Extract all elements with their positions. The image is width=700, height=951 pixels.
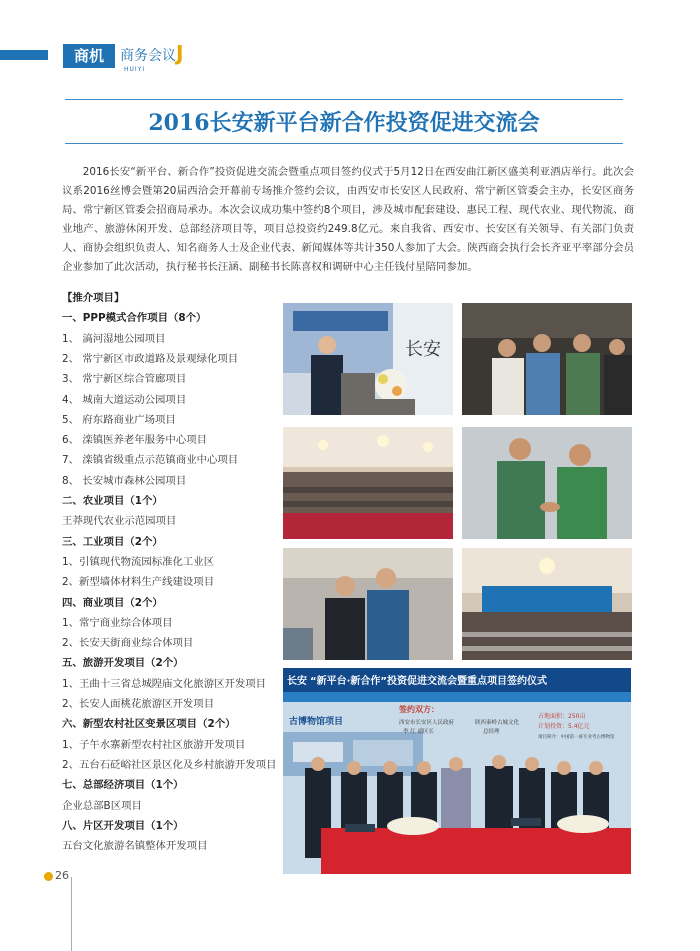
project-list-item: 3、 常宁新区综合管廊项目 — [62, 373, 187, 385]
article-title: 2016长安新平台新合作投资促进交流会 — [148, 110, 540, 136]
project-category-heading: 四、商业项目（2个） — [62, 597, 163, 609]
banner-invest-total: 计划投资：5.4亿元 — [538, 723, 590, 730]
photo-signing-ceremony — [283, 668, 631, 874]
project-category-heading: 七、总部经济项目（1个） — [62, 779, 184, 791]
page-number: 26 — [55, 869, 69, 882]
project-list-item: 企业总部B区项目 — [62, 800, 142, 812]
project-list-item: 1、常宁商业综合体项目 — [62, 617, 173, 629]
project-list-item: 1、引镇现代物流园标准化工业区 — [62, 556, 215, 568]
photo-audience-hall — [283, 427, 453, 539]
project-list-item: 4、 城南大道运动公园项目 — [62, 394, 187, 406]
project-list-item: 2、长安天街商业综合体项目 — [62, 637, 194, 649]
section-pinyin: HUIYI — [124, 66, 146, 73]
banner-party-a: 西安市长安区人民政府 — [399, 720, 455, 726]
banner-left-caption: 古博物馆项目 — [289, 717, 344, 727]
banner-sign-label: 签约双方： — [399, 705, 439, 714]
project-category-heading: 六、新型农村社区变景区项目（2个） — [62, 718, 236, 730]
project-list-item: 王莽现代农业示范园项目 — [62, 515, 177, 527]
section-tag: 商机 — [63, 44, 115, 68]
title-rule-bottom — [65, 143, 623, 144]
project-list-item: 2、五台石砭峪社区景区化及乡村旅游开发项目 — [62, 759, 277, 771]
project-category-heading: 五、旅游开发项目（2个） — [62, 657, 184, 669]
project-category-heading: 一、PPP模式合作项目（8个） — [62, 312, 207, 324]
project-list-item: 5、 府东路商业广场项目 — [62, 414, 176, 426]
article-intro: 2016长安“新平台、新合作”投资促进交流会暨重点项目签约仪式于5月12日在西安曲江新区盛美利亚酒店举行。此次会议系2016丝博会暨第20届西洽会开幕前专场推介签约会议，由西安市长安区人民政府、常宁新区管委会主办，长安区商务局、常宁新区管委会招商局承办。本次会议成功集中签约8个项目，涉及城市配套建设、惠民工程、现代农业、现代物流、商业地产、旅游休闲开发、总部经济项目等，项目总投资约249.8亿元。来自我省、西安市、长安区有关领导、有关部门负责人、商协会组织负责人、知名商务人士及企业代表、新闻媒体等共计350人参加了大会。陕西商会执行会长齐亚平率部分会员企业参加了此次活动，执行秘书长汪涵、副秘书长陈喜权和调研中心主任钱付星陪同参加。 — [62, 166, 634, 274]
project-category-heading: 二、农业项目（1个） — [62, 495, 163, 507]
project-list-item: 6、 滦镇医养老年服务中心项目 — [62, 434, 207, 446]
header-decor-glyph: J — [176, 41, 184, 65]
project-list-item: 1、王曲十三省总城隍庙文化旅游区开发项目 — [62, 678, 267, 690]
project-list-item: 2、新型墙体材料生产线建设项目 — [62, 576, 215, 588]
banner-party-b: 陕西秦岭古城文化 — [475, 720, 520, 726]
section-category: 商务会议 — [120, 48, 176, 64]
project-list-item: 8、 长安城市森林公园项目 — [62, 475, 187, 487]
photo-handshake — [462, 427, 632, 539]
project-category-heading: 三、工业项目（2个） — [62, 536, 163, 548]
photo-seated-guests — [462, 303, 632, 415]
banner-title: “新平台·新合作”投资促进交流会暨重点项目签约仪式 — [310, 676, 547, 687]
project-list-item: 2、 常宁新区市政道路及景观绿化项目 — [62, 353, 239, 365]
banner-person-b: 总经理 — [483, 729, 500, 735]
photo-two-officials — [283, 548, 453, 660]
stage-logo-text: 长安 — [405, 339, 441, 360]
title-rule-top — [65, 99, 623, 100]
project-list-item: 1、子午水寨新型农村社区旅游开发项目 — [62, 739, 246, 751]
project-list-item: 2、长安人面桃花旅游区开发项目 — [62, 698, 215, 710]
project-category-heading: 【推介项目】 — [62, 292, 125, 304]
svg-text:长安“新平台·新合作”投资促进交流会暨重点项目签约仪式 — [287, 674, 547, 687]
banner-invest-area: 占地面积：250亩 — [538, 713, 586, 720]
project-list-item: 7、 滦镇省级重点示范镇商业中心项目 — [62, 454, 239, 466]
banner-invest-note: 项目简介：中国第一座专业考古博物馆 — [538, 735, 615, 740]
footer-rule — [71, 877, 72, 951]
page-number-dot — [44, 872, 53, 881]
project-list-item: 五台文化旅游名镇整体开发项目 — [62, 840, 208, 852]
banner-person-a: 李 红 副区长 — [403, 729, 434, 735]
project-category-heading: 八、片区开发项目（1个） — [62, 820, 184, 832]
project-list-item: 1、 滈河湿地公园项目 — [62, 333, 166, 345]
photo-wide-hall — [462, 548, 632, 660]
banner-prefix: 长安 — [287, 676, 307, 687]
photo-speaker-podium — [283, 303, 453, 415]
header-accent-bar — [0, 50, 48, 60]
